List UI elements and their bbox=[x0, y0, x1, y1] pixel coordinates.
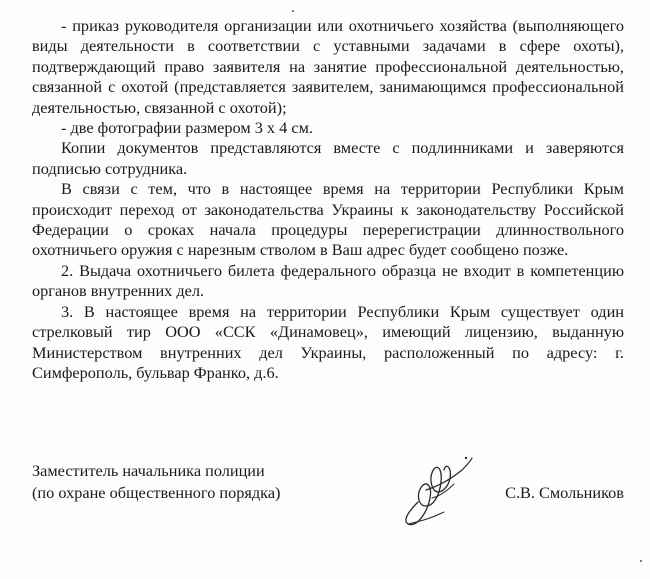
scan-speck bbox=[292, 10, 294, 12]
paragraph-item-3: 3. В настоящее время на территории Республики Крым существует один стрелковый тир ООО «ССК «Динамовец», имеющий лицензию, выданную Министерством внутренних дел Украины, расположенный по адресу: г. Симферополь, бульвар Франко, д.6. bbox=[32, 301, 624, 382]
paragraph-transition: В связи с тем, что в настоящее время на территории Республики Крым происходит переход от законодательства Украины к законодательству Российской Федерации о сроках начала процедуры перерегистрации длинноствольного охотничьего оружия с нарезным стволом в Ваш адрес будет сообщено позже. bbox=[32, 179, 624, 260]
handwritten-signature bbox=[388, 440, 478, 530]
paragraph-item-2: 2. Выдача охотничьего билета федерального образца не входит в компетенцию органов внутренних дел. bbox=[32, 260, 624, 301]
signatory-name: С.В. Смольников bbox=[505, 483, 624, 502]
paragraph-photos: - две фотографии размером 3 х 4 см. bbox=[61, 118, 313, 138]
paragraph-copies: Копии документов представляются вместе с подлинниками и заверяются подписью сотрудника. bbox=[32, 138, 624, 178]
paragraph-order-requirement: - приказ руководителя организации или охотничьего хозяйства (выполняющего виды деятельности в соответствии с уставными задачами в сфере охоты), подтверждающий право заявителя на занятие профессиональной деятельностью, связанной с охотой (представляется заявителем, занимающимся профессиональной деятельностью, связанной с охотой); bbox=[32, 16, 624, 117]
signatory-position bbox=[32, 460, 280, 504]
scan-speck bbox=[640, 560, 642, 562]
position-line-2: (по охране общественного порядка) bbox=[32, 483, 281, 502]
document-body bbox=[32, 16, 624, 383]
position-line-1: Заместитель начальника полиции bbox=[32, 461, 265, 480]
